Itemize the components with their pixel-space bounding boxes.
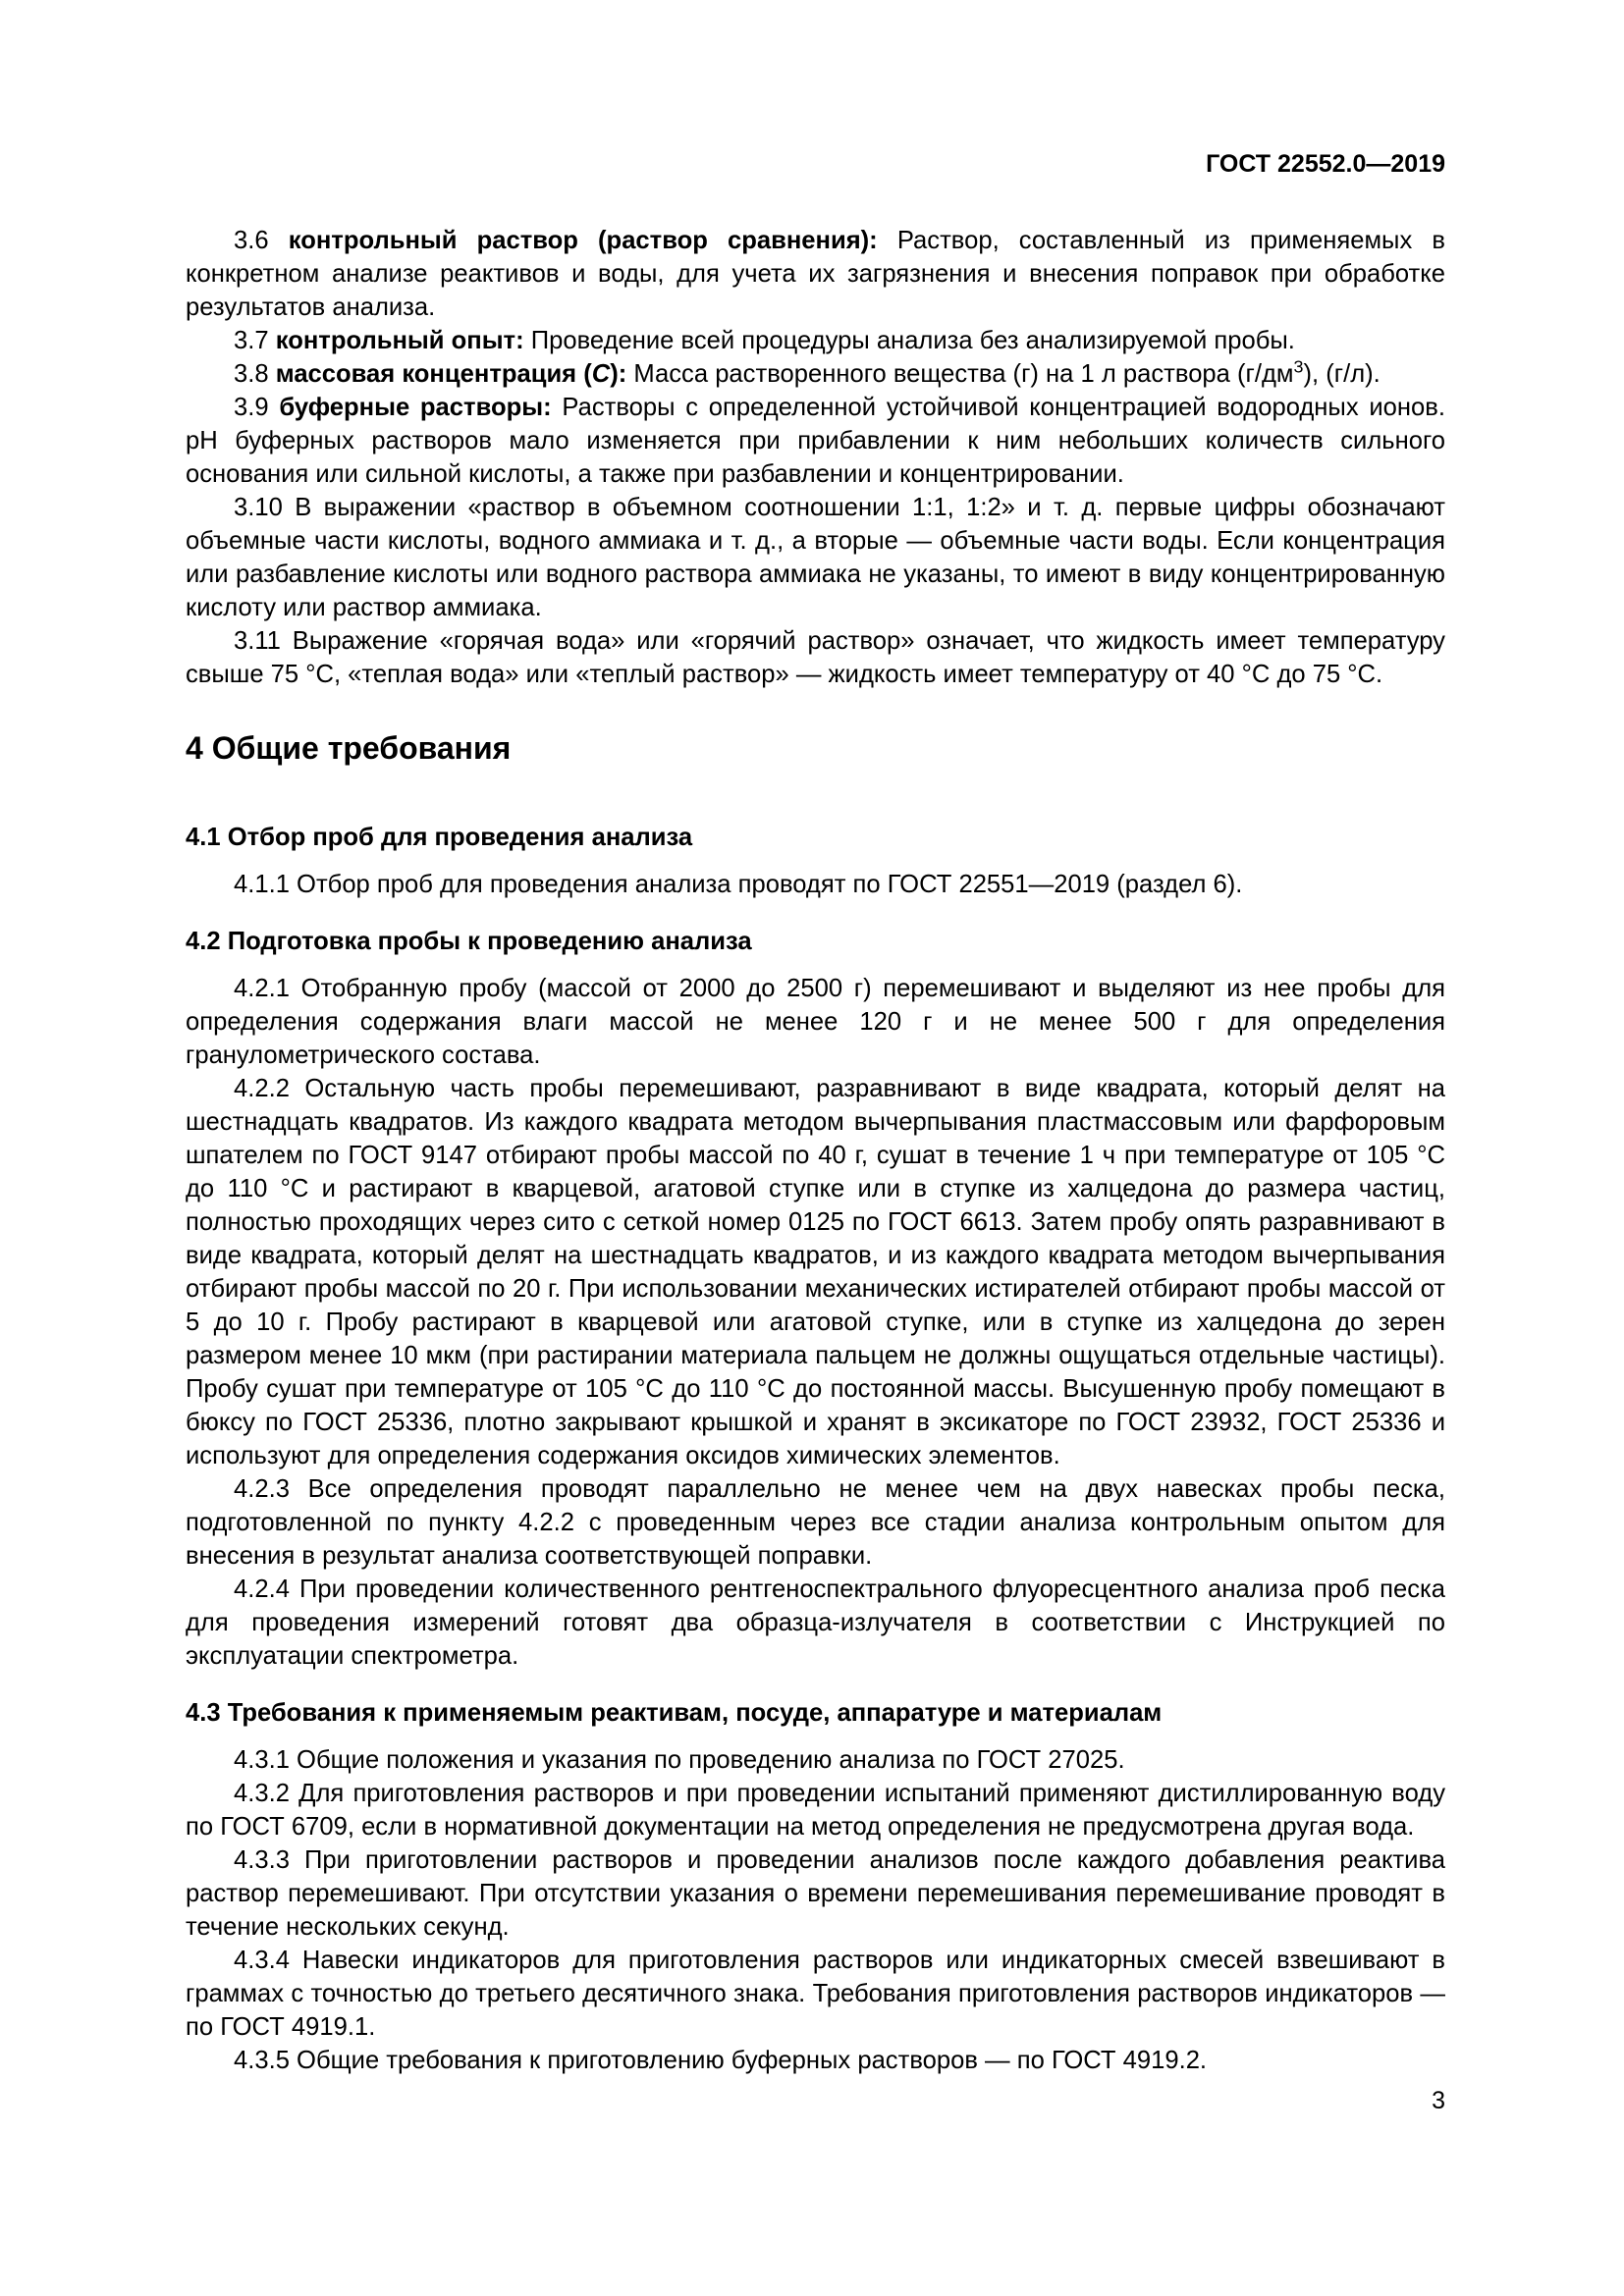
document-body (186, 224, 1445, 2077)
page-number: 3 (1432, 2087, 1445, 2114)
term: массовая концентрация (C): (275, 360, 627, 388)
term-text: Раствор, составленный из применяемых в конкретном анализе реактивов и воды, для учета их загрязнения и внесения поправок при обработке результатов анализа. (186, 227, 1445, 321)
paragraph-text: Выражение «горячая вода» или «горячий раствор» означает, что жидкость имеет температуру свыше 75 °С, «теплая вода» или «теплый раствор» — жидкость имеет температуру от 40 °С до 75 °С. (186, 627, 1445, 688)
paragraph-4-1-1: 4.1.1 Отбор проб для проведения анализа проводят по ГОСТ 22551—2019 (раздел 6). (234, 871, 1243, 898)
symbol-c: C (591, 360, 611, 388)
paragraph-4-3-4: 4.3.4 Навески индикаторов для приготовления растворов или индикаторных смесей взвешивают в граммах с точностью до третьего десятичного знака. Требования приготовления растворов индикаторов — по ГОСТ 4919.1. (186, 1947, 1445, 2041)
paragraph-3-11 (186, 624, 1445, 691)
subsection-4-3-heading: 4.3 Требования к применяемым реактивам, посуде, аппаратуре и материалам (186, 1699, 1163, 1727)
paragraph-4-2-4: 4.2.4 При проведении количественного рентгеноспектрального флуоресцентного анализа проб песка для проведения измерений готовят два образца-излучателя в соответствии с Инструкцией по эксплуатации спектрометра. (186, 1575, 1445, 1670)
paragraph-text: В выражении «раствор в объемном соотношении 1:1, 1:2» и т. д. первые цифры обозначают объемные части кислоты, водного аммиака и т. д., а вторые — объемные части воды. Если концентрация или разбавление кислоты или водного раствора аммиака не указаны, то имеют в виду концентрированную кислоту или раствор аммиака. (186, 494, 1445, 621)
section-4-heading: 4 Общие требования (186, 730, 512, 766)
paragraph-4-3-1: 4.3.1 Общие положения и указания по проведению анализа по ГОСТ 27025. (234, 1746, 1125, 1774)
definition-3-7 (186, 324, 1445, 357)
term-text: Проведение всей процедуры анализа без анализируемой пробы. (530, 327, 1295, 354)
item-number: 3.8 (234, 360, 269, 388)
paragraph-4-3-2: 4.3.2 Для приготовления растворов и при проведении испытаний применяют дистиллированную воду по ГОСТ 6709, если в нормативной документации на метод определения не предусмотрена другая вода. (186, 1780, 1445, 1841)
item-number: 3.10 (234, 494, 283, 521)
document-header: ГОСТ 22552.0—2019 (1206, 150, 1445, 178)
item-number: 3.7 (234, 327, 269, 354)
term: контрольный опыт: (275, 327, 524, 354)
paragraph-4-2-3: 4.2.3 Все определения проводят параллельно не менее чем на двух навесках пробы песка, подготовленной по пункту 4.2.2 с проведенным через все стадии анализа контрольным опытом для внесения в результат анализа соответствующей поправки. (186, 1475, 1445, 1570)
subsection-4-1-heading: 4.1 Отбор проб для проведения анализа (186, 824, 693, 851)
term: контрольный раствор (раствор сравнения): (288, 227, 878, 254)
item-number: 3.11 (234, 627, 281, 655)
paragraph-4-2-2: 4.2.2 Остальную часть пробы перемешивают, разравнивают в виде квадрата, который делят на шестнадцать квадратов. Из каждого квадрата методом вычерпывания пластмассовым или фарфоровым шпателем по ГОСТ 9147 отбирают пробы массой по 40 г, сушат в течение 1 ч при температуре от 105 °С до 110 °С и растирают в кварцевой, агатовой ступке или в ступке из халцедона до размера частиц, полностью проходящих через сито с сеткой номер 0125 по ГОСТ 6613. Затем пробу опять разравнивают в виде квадрата, который делят на шестнадцать квадратов, и из каждого квадрата методом вычерпывания отбирают пробы массой по 20 г. При использовании механических истирателей отбирают пробы массой от 5 до 10 г. Пробу растирают в кварцевой или агатовой ступке, или в ступке из халцедона до зерен размером менее 10 мкм (при растирании материала пальцем не должны ощущаться отдельные частицы). Пробу сушат при температуре от 105 °С до 110 °С до постоянной массы. Высушенную пробу помещают в бюксу по ГОСТ 25336, плотно закрывают крышкой и хранят в эксикаторе по ГОСТ 23932, ГОСТ 25336 и используют для определения содержания оксидов химических элементов. (186, 1075, 1445, 1469)
term: буферные растворы: (279, 394, 552, 421)
paragraph-4-2-1: 4.2.1 Отобранную пробу (массой от 2000 до 2500 г) перемешивают и выделяют из нее пробы для определения содержания влаги массой не менее 120 г и не менее 500 г для определения гранулометрического состава. (186, 975, 1445, 1069)
definition-3-6 (186, 224, 1445, 324)
term-text: Масса растворенного вещества (г) на 1 л раствора $(г/дм^3)$, (г/л). (633, 356, 1380, 388)
term-text: Растворы с определенной устойчивой концентрацией водородных ионов. pH буферных растворов мало изменяется при прибавлении к ним небольших количеств сильного основания или сильной кислоты, а также при разбавлении и концентрировании. (186, 394, 1445, 488)
paragraph-4-3-3: 4.3.3 При приготовлении растворов и проведении анализов после каждого добавления реактива раствор перемешивают. При отсутствии указания о времени перемешивания перемешивание проводят в течение нескольких секунд. (186, 1846, 1445, 1941)
subsection-4-2-heading: 4.2 Подготовка пробы к проведению анализа (186, 928, 752, 955)
paragraph-3-10 (186, 491, 1445, 624)
definition-3-9 (186, 391, 1445, 491)
superscript: 3 (1293, 356, 1304, 377)
definition-3-8 (186, 357, 1445, 391)
item-number: 3.6 (234, 227, 269, 254)
paragraph-4-3-5: 4.3.5 Общие требования к приготовлению буферных растворов — по ГОСТ 4919.2. (234, 2047, 1208, 2074)
item-number: 3.9 (234, 394, 269, 421)
